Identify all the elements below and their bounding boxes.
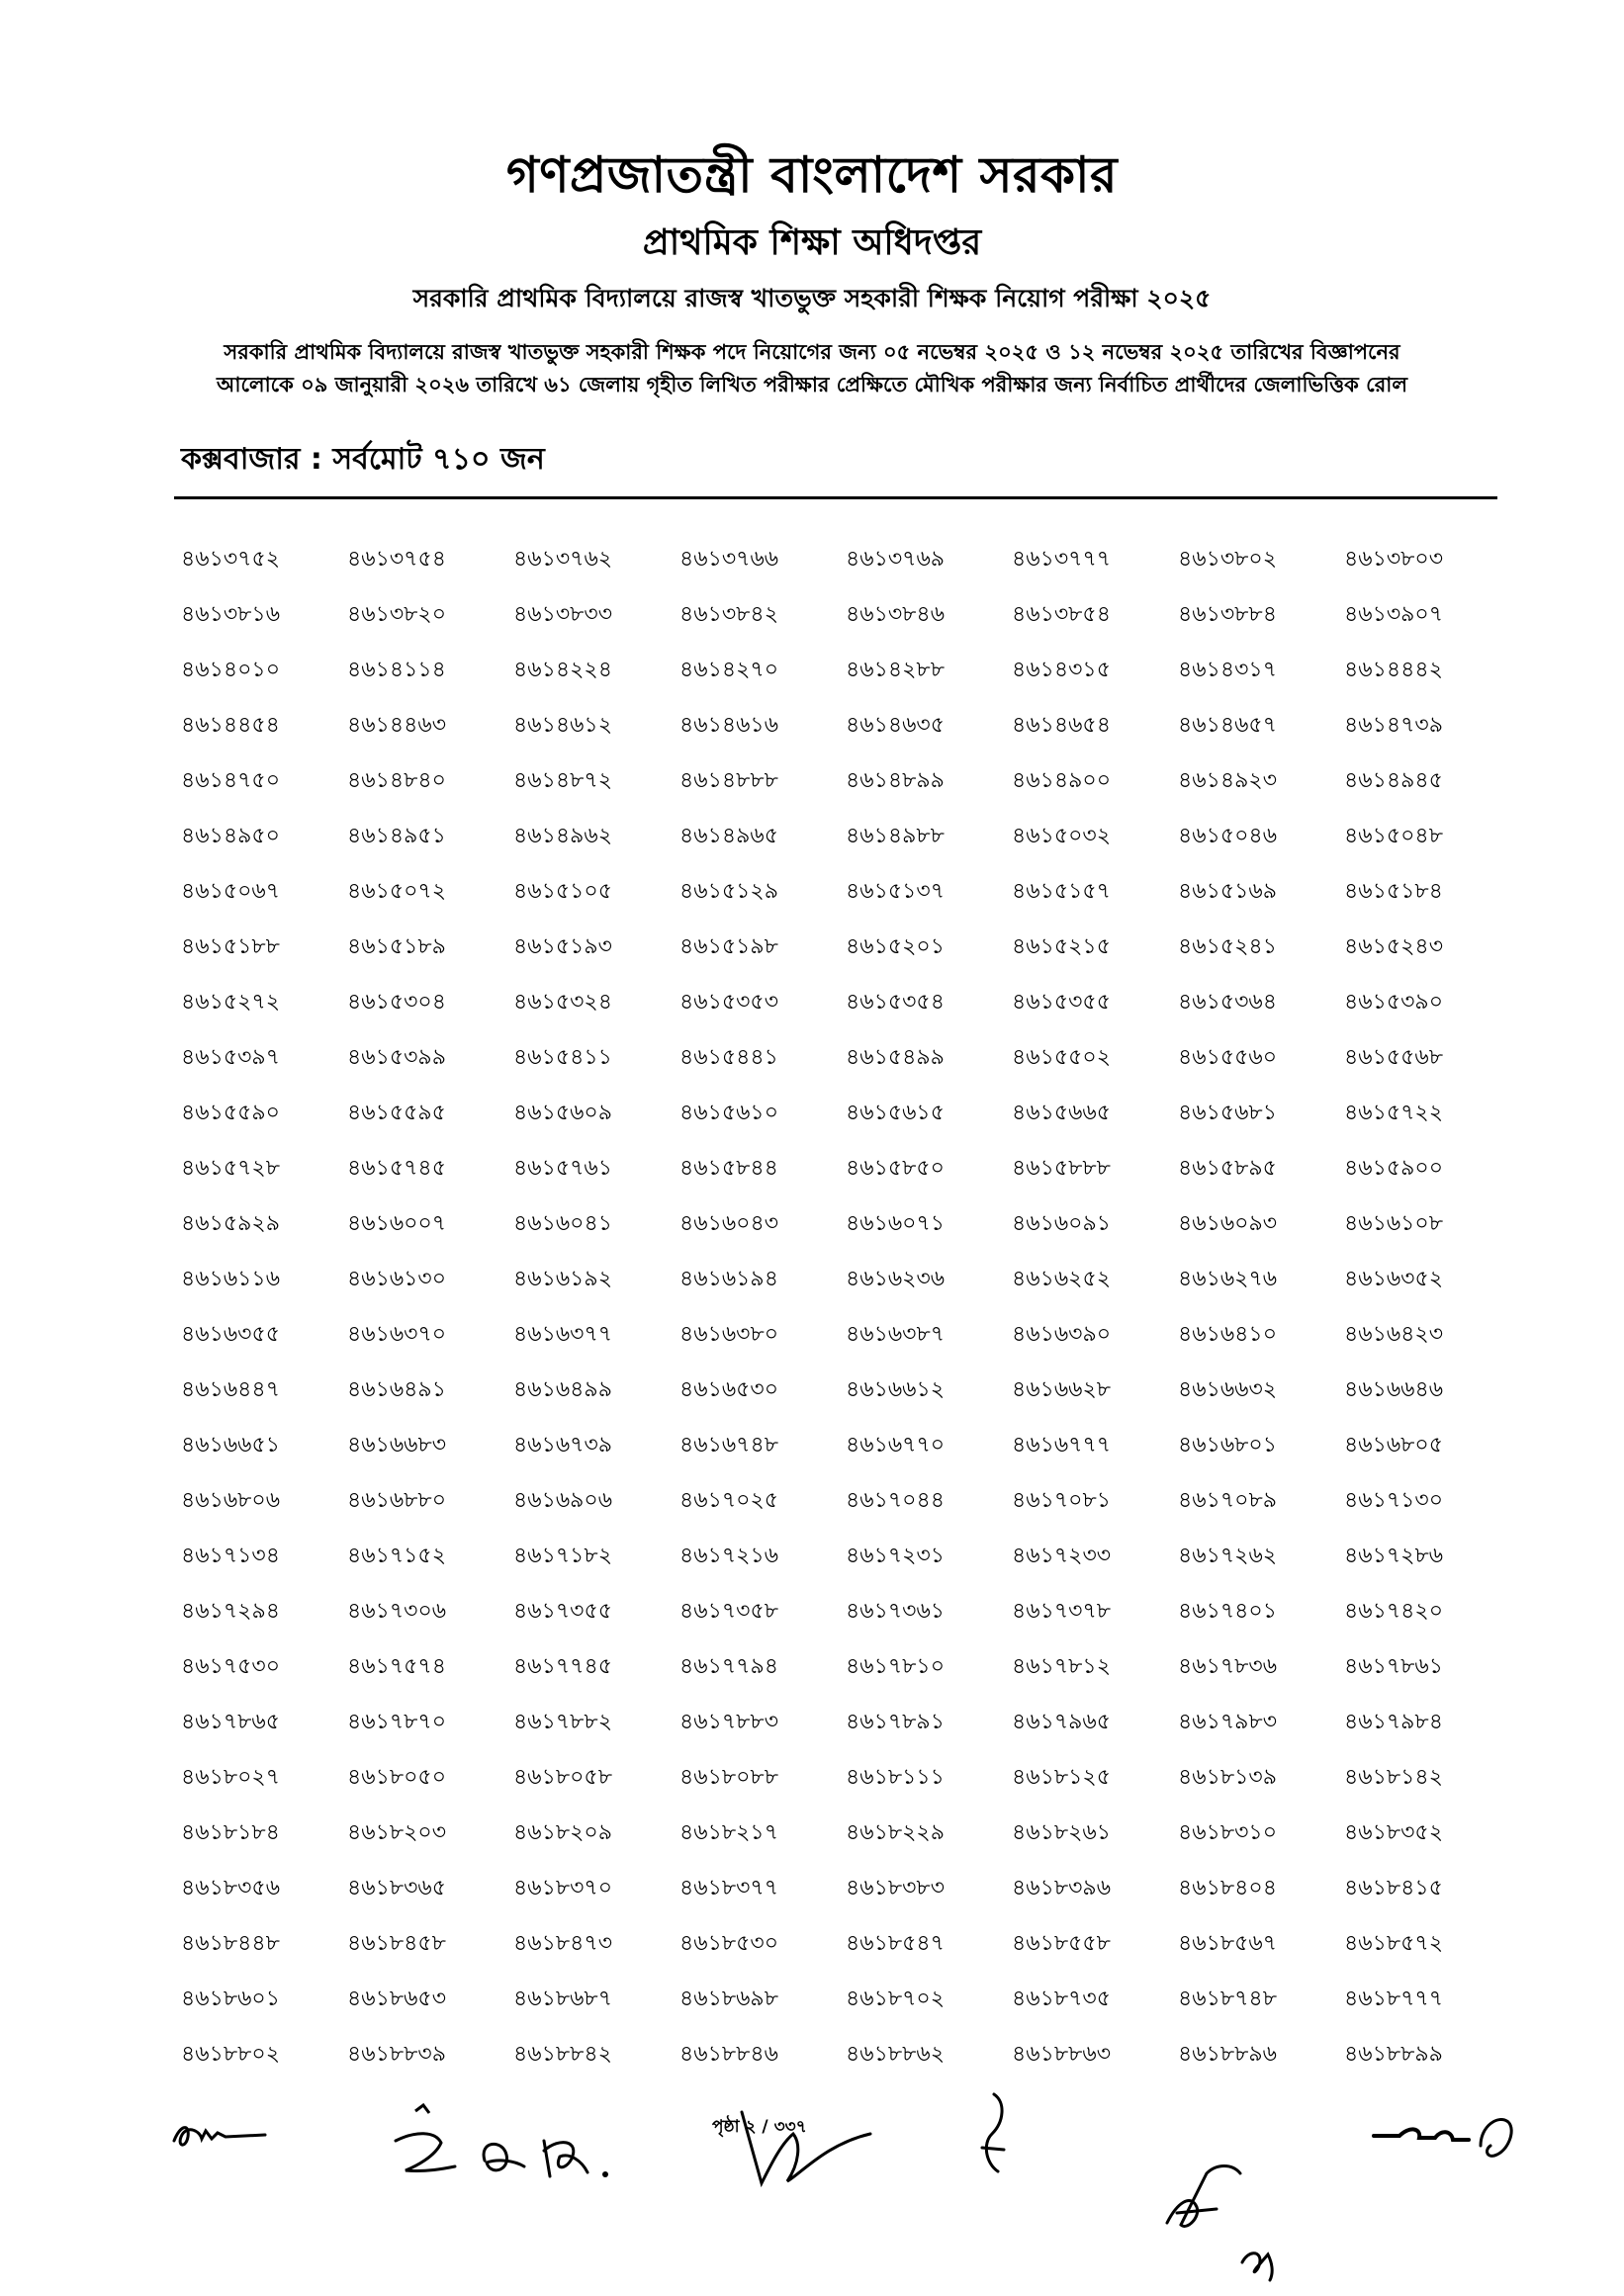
roll-number: ৪৬১৬৭৭০	[846, 1432, 946, 1457]
roll-number: ৪৬১৭১৮২	[513, 1543, 613, 1568]
roll-number: ৪৬১৮৩৫৬	[181, 1875, 281, 1900]
roll-number: ৪৬১৬৬৮৩	[347, 1432, 447, 1457]
roll-number: ৪৬১৫৭৪৫	[347, 1155, 446, 1181]
roll-number: ৪৬১৮৫৭২	[1344, 1930, 1444, 1956]
roll-number: ৪৬১৩৭৫৪	[347, 546, 447, 572]
roll-number: ৪৬১৭০৮৯	[1178, 1487, 1278, 1513]
roll-number: ৪৬১৬০৯৩	[1178, 1210, 1278, 1236]
roll-number: ৪৬১৬৩৭০	[347, 1321, 447, 1347]
roll-number: ৪৬১৭২৬২	[1178, 1543, 1278, 1568]
roll-number: ৪৬১৩৭৫২	[181, 546, 281, 572]
roll-number: ৪৬১৪৬১৬	[679, 712, 779, 738]
roll-number: ৪৬১৬০৪৩	[679, 1210, 779, 1236]
roll-number: ৪৬১৬১৩০	[347, 1266, 447, 1291]
roll-number: ৪৬১৩৮৩৩	[513, 601, 613, 627]
roll-number: ৪৬১৭৯৮৩	[1178, 1709, 1278, 1734]
roll-number: ৪৬১৫১৮৮	[181, 933, 280, 959]
roll-number: ৪৬১৩৮১৬	[181, 601, 281, 627]
roll-number: ৪৬১৮৪৫৮	[347, 1930, 446, 1956]
roll-number: ৪৬১৭২৮৬	[1344, 1543, 1444, 1568]
roll-number: ৪৬১৬২৩৬	[846, 1266, 946, 1291]
roll-number: ৪৬১৩৮৪৬	[846, 601, 946, 627]
roll-number: ৪৬১৬৪৪৭	[181, 1376, 281, 1402]
roll-number: ৪৬১৪৯৬২	[513, 823, 613, 848]
roll-number: ৪৬১৫২৭২	[181, 989, 281, 1015]
roll-number: ৪৬১৫৫৬৮	[1344, 1044, 1443, 1070]
roll-number: ৪৬১৮৬৫৩	[347, 1986, 447, 2011]
roll-number: ৪৬১৬৩৯০	[1012, 1321, 1112, 1347]
roll-number: ৪৬১৫৩৬৪	[1178, 989, 1278, 1015]
roll-number: ৪৬১৫০৬৭	[181, 878, 281, 904]
roll-number: ৪৬১৬১০৮	[1344, 1210, 1444, 1236]
roll-number: ৪৬১৪৬৫৭	[1178, 712, 1278, 738]
roll-number: ৪৬১৬৪১০	[1178, 1321, 1278, 1347]
roll-number: ৪৬১৪৪৪২	[1344, 657, 1443, 682]
roll-number: ৪৬১৫৭২২	[1344, 1100, 1444, 1125]
roll-number: ৪৬১৮৩৫২	[1344, 1819, 1444, 1845]
roll-number: ৪৬১৫৯২৯	[181, 1210, 280, 1236]
roll-number: ৪৬১৪৪৬৩	[347, 712, 447, 738]
roll-number: ৪৬১৬৪৯১	[347, 1376, 446, 1402]
roll-number: ৪৬১৮৬৯৮	[679, 1986, 778, 2011]
roll-number: ৪৬১৭৩৬১	[846, 1598, 946, 1624]
roll-number: ৪৬১৮২২৯	[846, 1819, 946, 1845]
roll-number: ৪৬১৫৯০০	[1344, 1155, 1444, 1181]
roll-number: ৪৬১৩৭৭৭	[1012, 546, 1112, 572]
roll-number: ৪৬১৮১৪২	[1344, 1764, 1443, 1790]
roll-number: ৪৬১৬৩৫৫	[181, 1321, 281, 1347]
roll-number: ৪৬১৮৩৯৬	[1012, 1875, 1112, 1900]
roll-number: ৪৬১৬৭৪৮	[679, 1432, 779, 1457]
roll-number: ৪৬১৪১১৪	[347, 657, 446, 682]
roll-number: ৪৬১৫৬৮১	[1178, 1100, 1277, 1125]
roll-number: ৪৬১৫৮৯৫	[1178, 1155, 1277, 1181]
roll-number: ৪৬১৬২৫২	[1012, 1266, 1112, 1291]
roll-number: ৪৬১৬০৪১	[513, 1210, 613, 1236]
roll-number: ৪৬১৮২৬১	[1012, 1819, 1112, 1845]
roll-number: ৪৬১৭৮৮৩	[679, 1709, 779, 1734]
roll-number: ৪৬১৮২০৩	[347, 1819, 447, 1845]
roll-number: ৪৬১৪৯৬৫	[679, 823, 778, 848]
department-title: প্রাথমিক শিক্ষা অধিদপ্তর	[642, 222, 982, 263]
roll-number: ৪৬১৭০২৫	[679, 1487, 779, 1513]
roll-number: ৪৬১৪৭৫০	[181, 767, 281, 793]
roll-number: ৪৬১৫২৪৩	[1344, 933, 1444, 959]
roll-number: ৪৬১৬৬২৮	[1012, 1376, 1112, 1402]
roll-number: ৪৬১৮৪০৪	[1178, 1875, 1277, 1900]
roll-number: ৪৬১৫০৪৮	[1344, 823, 1443, 848]
roll-number: ৪৬১৬৮০৬	[181, 1487, 281, 1513]
roll-number: ৪৬১৭১৩০	[1344, 1487, 1444, 1513]
signature-3	[732, 2104, 890, 2193]
roll-number: ৪৬১৭৮১২	[1012, 1653, 1112, 1679]
roll-number: ৪৬১৫১২৯	[679, 878, 778, 904]
roll-number: ৪৬১৫৩৫৫	[1012, 989, 1111, 1015]
roll-number: ৪৬১৭০৪৪	[846, 1487, 946, 1513]
roll-number: ৪৬১৫১৮৪	[1344, 878, 1443, 904]
roll-number: ৪৬১৭৩০৬	[347, 1598, 447, 1624]
roll-number: ৪৬১৬৬৩২	[1178, 1376, 1278, 1402]
roll-number: ৪৬১৪৯২৩	[1178, 767, 1278, 793]
roll-number: ৪৬১৭৩৭৮	[1012, 1598, 1112, 1624]
roll-number: ৪৬১৮৩৮৩	[846, 1875, 946, 1900]
roll-number: ৪৬১৬১৯৪	[679, 1266, 778, 1291]
roll-number: ৪৬১৭৭৯৪	[679, 1653, 779, 1679]
roll-number: ৪৬১৬৭৭৭	[1012, 1432, 1112, 1457]
roll-number: ৪৬১৩৭৬৬	[679, 546, 779, 572]
roll-number: ৪৬১৭২৯৪	[181, 1598, 281, 1624]
roll-number: ৪৬১৮৮৬৩	[1012, 2041, 1112, 2067]
roll-number: ৪৬১৬৮০১	[1178, 1432, 1278, 1457]
roll-number: ৪৬১৮৮৩৯	[347, 2041, 446, 2067]
roll-number: ৪৬১৮৬৮৭	[513, 1986, 613, 2011]
roll-number: ৪৬১৪৭৩৯	[1344, 712, 1444, 738]
roll-number: ৪৬১৬১১৬	[181, 1266, 281, 1291]
roll-number: ৪৬১৪০১০	[181, 657, 281, 682]
roll-number: ৪৬১৪২২৪	[513, 657, 613, 682]
roll-number: ৪৬১৫৪৪১	[679, 1044, 778, 1070]
roll-number: ৪৬১৭১৫২	[347, 1543, 447, 1568]
roll-number: ৪৬১৬৮৮০	[347, 1487, 447, 1513]
roll-number: ৪৬১৪৮৯৯	[846, 767, 945, 793]
roll-number: ৪৬১৭৩৫৫	[513, 1598, 613, 1624]
roll-number: ৪৬১৭৮৩৬	[1178, 1653, 1278, 1679]
roll-number: ৪৬১৭২১৬	[679, 1543, 779, 1568]
roll-number: ৪৬১৪২৭০	[679, 657, 779, 682]
roll-number: ৪৬১৮১৩৯	[1178, 1764, 1277, 1790]
roll-number: ৪৬১৫৫০২	[1012, 1044, 1112, 1070]
roll-number: ৪৬১৫৮৮৮	[1012, 1155, 1111, 1181]
roll-number: ৪৬১৪৯৮৮	[846, 823, 945, 848]
roll-number: ৪৬১৮১২৫	[1012, 1764, 1111, 1790]
roll-number: ৪৬১৮৫৪৭	[846, 1930, 945, 1956]
roll-number: ৪৬১৫১৩৭	[846, 878, 946, 904]
roll-number: ৪৬১৮৫৫৮	[1012, 1930, 1111, 1956]
signature-1	[166, 2111, 275, 2161]
roll-number: ৪৬১৪৩১৭	[1178, 657, 1278, 682]
roll-number: ৪৬১৫৬৬৫	[1012, 1100, 1112, 1125]
roll-number: ৪৬১৫০৩২	[1012, 823, 1112, 848]
roll-number-grid	[181, 532, 1506, 2082]
roll-number: ৪৬১৫৫৯৫	[347, 1100, 446, 1125]
roll-number: ৪৬১৭৪০১	[1178, 1598, 1278, 1624]
roll-number: ৪৬১৮৮৪৬	[679, 2041, 778, 2067]
roll-number: ৪৬১৫৩৯৯	[347, 1044, 446, 1070]
roll-number: ৪৬১৭৮৭০	[347, 1709, 447, 1734]
roll-number: ৪৬১৩৮০৩	[1344, 546, 1444, 572]
roll-number: ৪৬১৫২৪১	[1178, 933, 1277, 959]
roll-number: ৪৬১৫৩৯০	[1344, 989, 1444, 1015]
roll-number: ৪৬১৬৩৭৭	[513, 1321, 613, 1347]
roll-number: ৪৬১৫৩২৪	[513, 989, 613, 1015]
roll-number: ৪৬১৮৭৪৮	[1178, 1986, 1277, 2011]
roll-number: ৪৬১৮৫৬৭	[1178, 1930, 1278, 1956]
roll-number: ৪৬১৭০৮১	[1012, 1487, 1112, 1513]
roll-number: ৪৬১৫৩৯৭	[181, 1044, 281, 1070]
roll-number: ৪৬১৮২০৯	[513, 1819, 613, 1845]
roll-number: ৪৬১৭৯৬৫	[1012, 1709, 1112, 1734]
roll-number: ৪৬১৮৩৬৫	[347, 1875, 447, 1900]
roll-number: ৪৬১৬৭৩৯	[513, 1432, 613, 1457]
result-notice	[148, 336, 1476, 401]
district-heading: কক্সবাজার : সর্বমোট ৭১০ জন	[181, 442, 545, 477]
signature-6	[1370, 2106, 1528, 2175]
roll-number: ৪৬১৮৩৭৭	[679, 1875, 779, 1900]
exam-title: সরকারি প্রাথমিক বিদ্যালয়ে রাজস্ব খাতভুক্ত সহকারী শিক্ষক নিয়োগ পরীক্ষা ২০২৫	[412, 284, 1212, 312]
roll-number: ৪৬১৪৪৫৪	[181, 712, 280, 738]
roll-number: ৪৬১৮০৮৮	[679, 1764, 778, 1790]
roll-number: ৪৬১৫০৪৬	[1178, 823, 1278, 848]
roll-number: ৪৬১৩৭৬২	[513, 546, 613, 572]
roll-number: ৪৬১৩৯০৭	[1344, 601, 1444, 627]
roll-number: ৪৬১৮১১১	[846, 1764, 945, 1790]
roll-number: ৪৬১৩৮২০	[347, 601, 447, 627]
roll-number: ৪৬১৪৯০০	[1012, 767, 1112, 793]
roll-number: ৪৬১৫১৫৭	[1012, 878, 1111, 904]
roll-number: ৪৬১৮০৫৮	[513, 1764, 612, 1790]
roll-number: ৪৬১৫১০৫	[513, 878, 612, 904]
roll-number: ৪৬১৭৪২০	[1344, 1598, 1444, 1624]
roll-number: ৪৬১৬৪২৩	[1344, 1321, 1444, 1347]
roll-number: ৪৬১৫৬১০	[679, 1100, 779, 1125]
roll-number: ৪৬১৮৭০২	[846, 1986, 946, 2011]
roll-number: ৪৬১৩৮৫৪	[1012, 601, 1111, 627]
roll-number: ৪৬১৩৮৪২	[679, 601, 779, 627]
roll-number: ৪৬১৬৬৫১	[181, 1432, 281, 1457]
roll-number: ৪৬১৫১৯৮	[679, 933, 778, 959]
roll-number: ৪৬১৮৮৯৯	[1344, 2041, 1443, 2067]
roll-number: ৪৬১৫৫৯০	[181, 1100, 280, 1125]
roll-number: ৪৬১৬৩৮৭	[846, 1321, 946, 1347]
roll-number: ৪৬১৮৭৩৫	[1012, 1986, 1112, 2011]
notice-line-1: সরকারি প্রাথমিক বিদ্যালয়ে রাজস্ব খাতভুক্ত সহকারী শিক্ষক পদে নিয়োগের জন্য ০৫ নভেম্বর ২০২৫ ও ১২ নভেম্বর ২০২৫ তারিখের বিজ্ঞাপনের	[224, 340, 1400, 364]
roll-number: ৪৬১৬৯০৬	[513, 1487, 613, 1513]
roll-number: ৪৬১৭৮৯১	[846, 1709, 945, 1734]
roll-number: ৪৬১৫১৬৯	[1178, 878, 1277, 904]
roll-number: ৪৬১৫৮৪৪	[679, 1155, 778, 1181]
roll-number: ৪৬১৬০৯১	[1012, 1210, 1112, 1236]
roll-number: ৪৬১৮০২৭	[181, 1764, 281, 1790]
roll-number: ৪৬১৭২৩১	[846, 1543, 946, 1568]
roll-number: ৪৬১৫২১৫	[1012, 933, 1111, 959]
roll-number: ৪৬১৪৮৪০	[347, 767, 446, 793]
roll-number: ৪৬১৫৬১৫	[846, 1100, 945, 1125]
roll-number: ৪৬১৪৬৫৪	[1012, 712, 1111, 738]
roll-number: ৪৬১৩৭৬৯	[846, 546, 946, 572]
roll-number: ৪৬১৫৫৬০	[1178, 1044, 1278, 1070]
roll-number: ৪৬১৮১৮৪	[181, 1819, 280, 1845]
roll-number: ৪৬১৪৬৩৫	[846, 712, 946, 738]
government-title: গণপ্রজাতন্ত্রী বাংলাদেশ সরকার	[506, 146, 1118, 204]
roll-number: ৪৬১৪৯৫০	[181, 823, 280, 848]
roll-number: ৪৬১৫৭৬১	[513, 1155, 613, 1181]
roll-number: ৪৬১৮৩১০	[1178, 1819, 1278, 1845]
roll-number: ৪৬১৬৬৪৬	[1344, 1376, 1444, 1402]
roll-number: ৪৬১৫৩০৪	[347, 989, 447, 1015]
roll-number: ৪৬১৭৮৮২	[513, 1709, 613, 1734]
roll-number: ৪৬১৭৯৮৪	[1344, 1709, 1443, 1734]
roll-number: ৪৬১৪৯৫১	[347, 823, 446, 848]
roll-number: ৪৬১৬৫৩০	[679, 1376, 779, 1402]
roll-number: ৪৬১৮৪১৫	[1344, 1875, 1443, 1900]
roll-number: ৪৬১৭৮৬৫	[181, 1709, 281, 1734]
roll-number: ৪৬১৮৬০১	[181, 1986, 281, 2011]
roll-number: ৪৬১৪৯৪৫	[1344, 767, 1443, 793]
roll-number: ৪৬১৫৮৫০	[846, 1155, 945, 1181]
signature-5	[1157, 2144, 1296, 2292]
roll-number: ৪৬১৬৩৮০	[679, 1321, 779, 1347]
roll-number: ৪৬১৪৮৮৮	[679, 767, 778, 793]
roll-number: ৪৬১৮৮০২	[181, 2041, 281, 2067]
roll-number: ৪৬১৬০০৭	[347, 1210, 447, 1236]
roll-number: ৪৬১৭১৩৪	[181, 1543, 281, 1568]
roll-number: ৪৬১৬০৭১	[846, 1210, 946, 1236]
roll-number: ৪৬১৫১৮৯	[347, 933, 446, 959]
roll-number: ৪৬১৭৮১০	[846, 1653, 946, 1679]
roll-number: ৪৬১৬৪৯৯	[513, 1376, 612, 1402]
roll-number: ৪৬১৬২৭৬	[1178, 1266, 1278, 1291]
roll-number: ৪৬১৪৮৭২	[513, 767, 613, 793]
roll-number: ৪৬১৮০৫০	[347, 1764, 447, 1790]
page-number: পৃষ্ঠা ২ / ৩৩৭	[712, 2117, 807, 2137]
roll-number: ৪৬১৫৬০৯	[513, 1100, 613, 1125]
roll-number: ৪৬১৫২০১	[846, 933, 946, 959]
roll-number: ৪৬১৮৩৭০	[513, 1875, 613, 1900]
roll-number: ৪৬১৮৭৭৭	[1344, 1986, 1444, 2011]
roll-number: ৪৬১৬১৯২	[513, 1266, 613, 1291]
roll-number: ৪৬১৮৪৭৩	[513, 1930, 613, 1956]
roll-number: ৪৬১৩৮৮৪	[1178, 601, 1277, 627]
roll-number: ৪৬১৮২১৭	[679, 1819, 779, 1845]
roll-number: ৪৬১৭২৩৩	[1012, 1543, 1112, 1568]
roll-number: ৪৬১৭৩৫৮	[679, 1598, 779, 1624]
roll-number: ৪৬১৮৮৯৬	[1178, 2041, 1277, 2067]
roll-number: ৪৬১৩৮০২	[1178, 546, 1278, 572]
roll-number: ৪৬১৮৪৪৮	[181, 1930, 280, 1956]
roll-number: ৪৬১৮৮৪২	[513, 2041, 612, 2067]
roll-number: ৪৬১৫৪৯৯	[846, 1044, 945, 1070]
roll-number: ৪৬১৫৭২৮	[181, 1155, 281, 1181]
roll-number: ৪৬১৭৭৪৫	[513, 1653, 613, 1679]
roll-number: ৪৬১৫৪১১	[513, 1044, 612, 1070]
roll-number: ৪৬১৭৫৩০	[181, 1653, 281, 1679]
roll-number: ৪৬১৬৮০৫	[1344, 1432, 1444, 1457]
roll-number: ৪৬১৫১৯৩	[513, 933, 612, 959]
roll-number: ৪৬১৪২৮৮	[846, 657, 945, 682]
roll-number: ৪৬১৬৩৫২	[1344, 1266, 1444, 1291]
roll-number: ৪৬১৪৩১৫	[1012, 657, 1111, 682]
roll-number: ৪৬১৮৮৬২	[846, 2041, 946, 2067]
roll-number: ৪৬১৪৬১২	[513, 712, 613, 738]
roll-number: ৪৬১৫৩৫৩	[679, 989, 779, 1015]
roll-number: ৪৬১৭৮৬১	[1344, 1653, 1444, 1679]
notice-line-2: আলোকে ০৯ জানুয়ারী ২০২৬ তারিখে ৬১ জেলায় গৃহীত লিখিত পরীক্ষার প্রেক্ষিতে মৌখিক পরীক্ষার জন্য নির্বাচিত প্রার্থীদের জেলাভিত্তিক রোল	[216, 373, 1407, 397]
roll-number: ৪৬১৫০৭২	[347, 878, 447, 904]
roll-number: ৪৬১৫৩৫৪	[846, 989, 945, 1015]
roll-number: ৪৬১৬৬১২	[846, 1376, 946, 1402]
signature-4	[964, 2088, 1024, 2197]
roll-number: ৪৬১৭৫৭৪	[347, 1653, 447, 1679]
roll-number: ৪৬১৮৫৩০	[679, 1930, 779, 1956]
heading-divider	[174, 496, 1497, 499]
signature-2	[376, 2101, 692, 2210]
